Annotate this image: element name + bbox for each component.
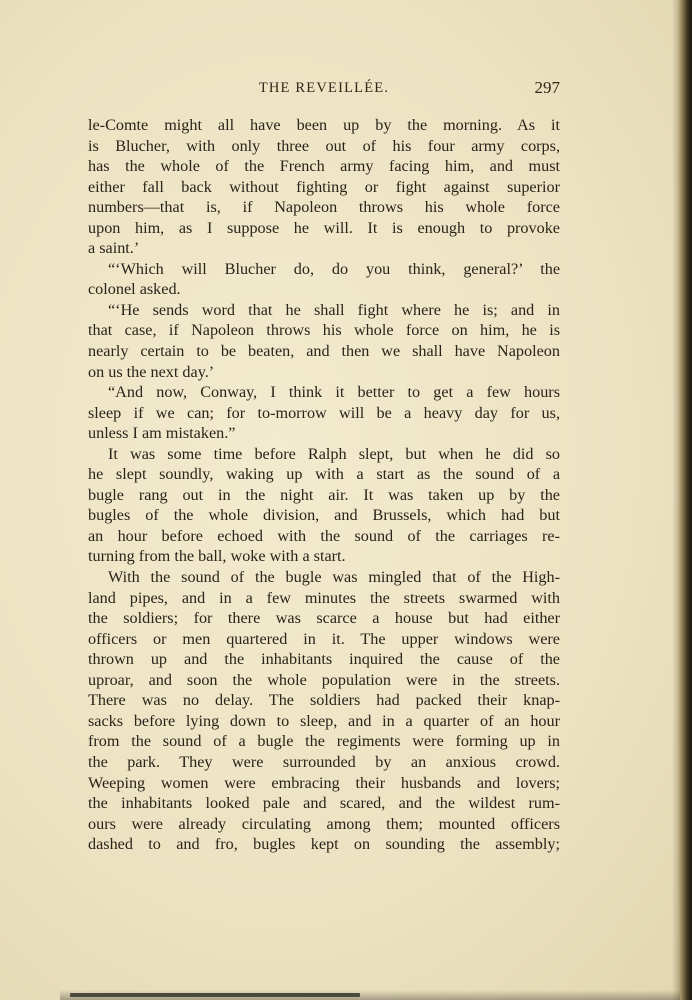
text-line: ours were already circulating among them; mounted officers: [88, 814, 560, 833]
text-line: colonel asked.: [88, 280, 181, 299]
text-line: Weeping women were embracing their husbands and lovers;: [88, 773, 560, 792]
text-line: land pipes, and in a few minutes the streets swarmed with: [88, 588, 560, 607]
page-number: 297: [534, 78, 560, 97]
text-line: “And now, Conway, I think it better to get a few hours: [108, 383, 560, 402]
text-line: With the sound of the bugle was mingled that of the High-: [108, 568, 560, 587]
text-line: unless I am mistaken.”: [88, 424, 236, 443]
running-title: THE REVEILLÉE.: [258, 80, 390, 96]
text-line: nearly certain to be beaten, and then we shall have Napoleon: [88, 342, 560, 361]
text-line: from the sound of a bugle the regiments were forming up in: [88, 732, 560, 751]
text-line: an hour before echoed with the sound of the carriages re-: [88, 526, 560, 545]
text-line: sleep if we can; for to-morrow will be a heavy day for us,: [88, 403, 560, 422]
text-line: turning from the ball, woke with a start.: [88, 547, 346, 566]
text-line: upon him, as I suppose he will. It is enough to provoke: [88, 218, 560, 237]
text-line: he slept soundly, waking up with a start as the sound of a: [88, 465, 560, 484]
text-line: There was no delay. The soldiers had packed their knap-: [88, 691, 560, 710]
text-line: “‘Which will Blucher do, do you think, general?’ the: [108, 259, 560, 278]
text-line: It was some time before Ralph slept, but when he did so: [108, 444, 560, 463]
text-line: “‘He sends word that he shall fight where he is; and in: [108, 300, 560, 319]
bottom-edge-rule: [70, 993, 360, 997]
text-line: the park. They were surrounded by an anxious crowd.: [88, 752, 560, 771]
text-line: le-Comte might all have been up by the morning. As it: [88, 116, 560, 134]
text-line: officers or men quartered in it. The upper windows were: [88, 629, 560, 648]
text-line: sacks before lying down to sleep, and in a quarter of an hour: [88, 711, 560, 730]
text-line: bugle rang out in the night air. It was taken up by the: [88, 485, 560, 504]
text-line: has the whole of the French army facing him, and must: [88, 157, 560, 176]
text-line: bugles of the whole division, and Brussels, which had but: [88, 506, 560, 525]
text-line: thrown up and the inhabitants inquired the cause of the: [88, 650, 560, 669]
text-line: is Blucher, with only three out of his four army corps,: [88, 136, 560, 155]
text-line: the inhabitants looked pale and scared, and the wildest rum-: [88, 794, 560, 813]
page-header: [88, 78, 560, 100]
text-line: a saint.’: [88, 239, 140, 258]
text-line: that case, if Napoleon throws his whole force on him, he is: [88, 321, 560, 340]
text-line: uproar, and soon the whole population were in the streets.: [88, 670, 560, 689]
text-line: dashed to and fro, bugles kept on sounding the assembly;: [88, 835, 560, 854]
text-line: either fall back without fighting or fight against superior: [88, 177, 560, 196]
body-text: [88, 115, 560, 855]
text-line: numbers—that is, if Napoleon throws his whole force: [88, 198, 560, 217]
book-spine-edge: [678, 0, 692, 1000]
text-line: the soldiers; for there was scarce a house but had either: [88, 609, 560, 628]
text-line: on us the next day.’: [88, 362, 215, 381]
